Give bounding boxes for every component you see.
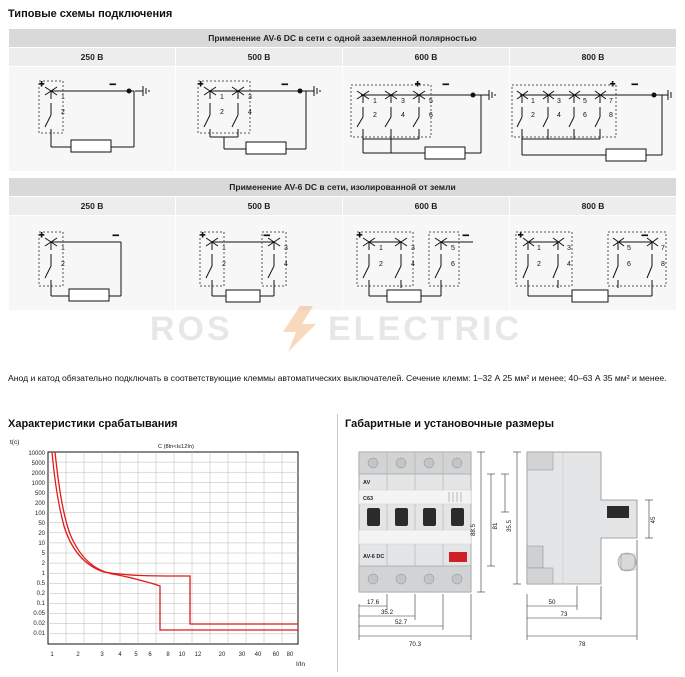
svg-text:1: 1	[222, 245, 226, 252]
svg-text:+: +	[610, 79, 616, 89]
svg-text:40: 40	[254, 652, 262, 658]
svg-text:500: 500	[34, 491, 45, 497]
svg-text:3: 3	[567, 245, 571, 252]
svg-text:5: 5	[134, 652, 138, 658]
scheme-diagram-800v-grounded	[510, 67, 677, 172]
svg-text:2: 2	[222, 261, 226, 268]
watermark-right-text: ELECTRIC	[328, 310, 522, 348]
svg-text:+: +	[39, 79, 45, 89]
chart-x-caption: I/In	[296, 661, 306, 668]
svg-text:2: 2	[379, 261, 383, 268]
svg-text:0.2: 0.2	[36, 591, 45, 597]
dim-35-2: 35.2	[380, 609, 394, 616]
scheme-diagram-250v-grounded	[9, 67, 176, 172]
svg-text:5: 5	[627, 245, 631, 252]
svg-text:4: 4	[411, 261, 415, 268]
chart-curve-label: C (8In<I≤12In)	[158, 444, 194, 450]
svg-text:2: 2	[220, 109, 224, 116]
svg-text:5: 5	[41, 551, 45, 557]
svg-text:–: –	[264, 230, 270, 241]
dimensions-section-title: Габаритные и установочные размеры	[345, 418, 555, 430]
svg-text:2: 2	[76, 652, 80, 658]
svg-text:8: 8	[609, 112, 613, 119]
dim-35-5: 35.5	[506, 519, 513, 533]
svg-text:200: 200	[34, 501, 45, 507]
svg-text:4: 4	[557, 112, 561, 119]
svg-text:–: –	[110, 79, 116, 90]
svg-text:–: –	[642, 230, 648, 241]
watermark-bolt-icon	[283, 306, 316, 352]
voltage-header-800-row2: 800 В	[510, 197, 677, 216]
svg-text:12: 12	[194, 652, 202, 658]
voltage-header-600-row1: 600 В	[343, 48, 510, 67]
dim-73: 73	[560, 611, 568, 618]
svg-text:2: 2	[537, 261, 541, 268]
svg-text:80: 80	[286, 652, 294, 658]
svg-text:–: –	[632, 79, 638, 90]
breaker-side-view	[527, 452, 637, 584]
scheme-diagram-250v-isolated	[9, 216, 176, 311]
voltage-header-800-row1: 800 В	[510, 48, 677, 67]
svg-text:5: 5	[451, 245, 455, 252]
scheme-diagram-600v-grounded	[343, 67, 510, 172]
svg-text:60: 60	[272, 652, 280, 658]
voltage-header-500-row2: 500 В	[176, 197, 343, 216]
svg-text:10: 10	[178, 652, 186, 658]
voltage-header-500-row1: 500 В	[176, 48, 343, 67]
page-title: Типовые схемы подключения	[8, 8, 173, 20]
svg-text:+: +	[198, 79, 204, 89]
dim-88-5: 88.5	[470, 523, 477, 537]
svg-text:50: 50	[38, 521, 45, 527]
svg-text:3: 3	[411, 245, 415, 252]
chart-y-caption: t(c)	[10, 439, 20, 446]
svg-text:–: –	[282, 79, 288, 90]
svg-text:4: 4	[401, 112, 405, 119]
svg-text:1: 1	[61, 245, 65, 252]
watermark-left-text: ROS	[150, 310, 233, 348]
svg-text:1: 1	[50, 652, 54, 658]
svg-text:3: 3	[401, 98, 405, 105]
svg-text:+: +	[200, 230, 206, 240]
trip-curve-chart	[8, 434, 330, 672]
svg-text:100: 100	[34, 511, 45, 517]
scheme-diagram-500v-isolated	[176, 216, 343, 311]
svg-text:6: 6	[451, 261, 455, 268]
dimensions-drawing	[345, 434, 677, 672]
svg-text:5: 5	[429, 98, 433, 105]
svg-text:10000: 10000	[28, 451, 45, 457]
svg-text:1: 1	[61, 94, 65, 101]
svg-text:3: 3	[100, 652, 104, 658]
svg-text:4: 4	[284, 261, 288, 268]
svg-text:+: +	[415, 79, 421, 89]
svg-text:2000: 2000	[31, 471, 45, 477]
svg-text:7: 7	[609, 98, 613, 105]
svg-text:6: 6	[429, 112, 433, 119]
svg-text:+: +	[518, 230, 524, 240]
svg-text:20: 20	[38, 531, 45, 537]
svg-text:6: 6	[583, 112, 587, 119]
scheme-diagram-500v-grounded	[176, 67, 343, 172]
svg-text:4: 4	[567, 261, 571, 268]
svg-text:1: 1	[220, 94, 224, 101]
svg-text:6: 6	[627, 261, 631, 268]
section-divider	[337, 414, 338, 672]
svg-text:2: 2	[61, 109, 65, 116]
dim-78: 78	[578, 641, 586, 648]
scheme-diagram-600v-isolated	[343, 216, 510, 311]
voltage-header-250-row1: 250 В	[9, 48, 176, 67]
dim-70-3: 70.3	[408, 641, 422, 648]
svg-text:0.1: 0.1	[36, 601, 45, 607]
scheme-band-isolated: Применение AV-6 DC в сети, изолированной от земли	[9, 178, 677, 197]
svg-text:0.5: 0.5	[36, 581, 45, 587]
scheme-band-grounded: Применение AV-6 DC в сети с одной заземленной полярностью	[9, 29, 677, 48]
svg-text:1000: 1000	[31, 481, 45, 487]
svg-text:3: 3	[284, 245, 288, 252]
dim-52-7: 52.7	[394, 619, 408, 626]
dim-50: 50	[548, 599, 556, 606]
svg-text:2: 2	[531, 112, 535, 119]
svg-text:1: 1	[531, 98, 535, 105]
svg-text:20: 20	[218, 652, 226, 658]
svg-text:0.05: 0.05	[33, 611, 45, 617]
svg-text:+: +	[357, 230, 363, 240]
svg-text:2: 2	[373, 112, 377, 119]
dim-45: 45	[650, 516, 657, 524]
dim-81: 81	[492, 522, 499, 530]
connection-schemes-table	[8, 28, 677, 311]
svg-text:1: 1	[373, 98, 377, 105]
breaker-front-view	[359, 452, 471, 592]
breaker-brand-label: AV	[363, 480, 371, 486]
svg-text:5: 5	[583, 98, 587, 105]
svg-text:30: 30	[238, 652, 246, 658]
svg-text:7: 7	[661, 245, 665, 252]
svg-text:10: 10	[38, 541, 45, 547]
svg-text:1: 1	[537, 245, 541, 252]
svg-text:–: –	[463, 230, 469, 241]
svg-text:4: 4	[118, 652, 122, 658]
breaker-series-label: AV-6 DC	[363, 554, 385, 560]
svg-text:2: 2	[61, 261, 65, 268]
svg-text:1: 1	[379, 245, 383, 252]
svg-text:1: 1	[41, 571, 45, 577]
svg-text:3: 3	[248, 94, 252, 101]
svg-text:4: 4	[248, 109, 252, 116]
breaker-model-label: C63	[363, 496, 374, 502]
svg-text:+: +	[39, 230, 45, 240]
svg-text:8: 8	[166, 652, 170, 658]
svg-text:6: 6	[148, 652, 152, 658]
svg-text:–: –	[113, 230, 119, 241]
dim-17-6: 17.6	[366, 599, 380, 606]
svg-text:–: –	[443, 79, 449, 90]
svg-text:5000: 5000	[31, 461, 45, 467]
scheme-diagram-800v-isolated	[510, 216, 677, 311]
svg-text:8: 8	[661, 261, 665, 268]
svg-text:3: 3	[557, 98, 561, 105]
svg-text:0.02: 0.02	[33, 621, 45, 627]
svg-text:0.01: 0.01	[33, 631, 45, 637]
svg-text:2: 2	[41, 561, 45, 567]
voltage-header-250-row2: 250 В	[9, 197, 176, 216]
voltage-header-600-row2: 600 В	[343, 197, 510, 216]
terminal-note: Анод и катод обязательно подключать в соответствующие клеммы автоматических выключателей. Сечение клемм: 1–32 А 25 мм² и менее; 40–63 А 35 мм² и менее.	[8, 373, 667, 383]
chart-section-title: Характеристики срабатывания	[8, 418, 178, 430]
